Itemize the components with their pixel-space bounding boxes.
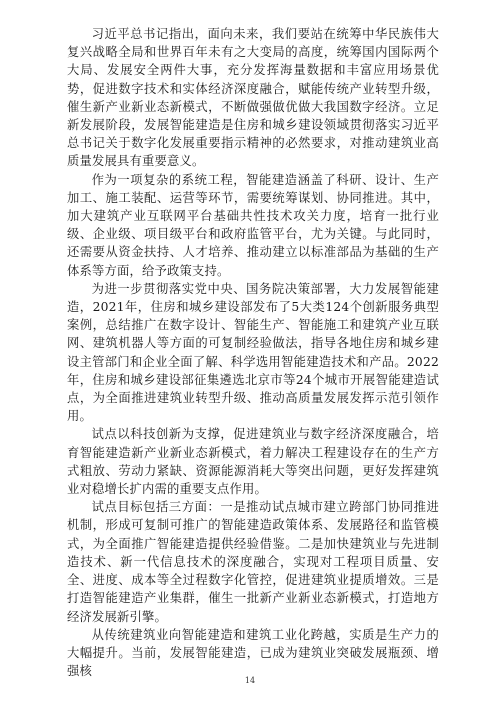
body-text: [67, 25, 439, 680]
paragraph-1: 习近平总书记指出，面向未来，我们要站在统筹中华民族伟大复兴战略全局和世界百年未有之大变局的高度，统筹国内国际两个大局、发展安全两件大事，充分发挥海量数据和丰富应用场景优势，促进数字技术和实体经济深度融合，赋能传统产业转型升级，催生新产业新业态新模式，不断做强做优做大我国数字经济。立足新发展阶段，发展智能建造是住房和城乡建设领域贯彻落实习近平总书记关于数字化发展重要指示精神的必然要求，对推动建筑业高质量发展具有重要意义。: [67, 27, 439, 169]
page-number: 14: [244, 676, 256, 685]
paragraph-6: 从传统建筑业向智能建造和建筑工业化跨越，实质是生产力的大幅提升。当前，发展智能建造，已成为建筑业突破发展瓶颈、增强核: [67, 627, 439, 679]
paragraph-4: 试点以科技创新为支撑，促进建筑业与数字经济深度融合，培育智能建造新产业新业态新模式，着力解决工程建设存在的生产方式粗放、劳动力紧缺、资源能源消耗大等突出问题，更好发挥建筑业对稳增长扩内需的重要支点作用。: [67, 427, 439, 497]
paragraph-5: 试点目标包括三方面：一是推动试点城市建立跨部门协同推进机制，形成可复制可推广的智能建造政策体系、发展路径和监管模式，为全面推广智能建造提供经验借鉴。二是加快建筑业与先进制造技术、新一代信息技术的深度融合，实现对工程项目质量、安全、进度、成本等全过程数字化管控，促进建筑业提质增效。三是打造智能建造产业集群，催生一批新产业新业态新模式，打造地方经济发展新引擎。: [67, 500, 439, 624]
paragraph-3: 为进一步贯彻落实党中央、国务院决策部署，大力发展智能建造，2021年，住房和城乡建设部发布了5大类124个创新服务典型案例，总结推广在数字设计、智能生产、智能施工和建筑产业互联网、建筑机器人等方面的可复制经验做法，指导各地住房和城乡建设主管部门和企业全面了解、科学选用智能建造技术和产品。2022年，住房和城乡建设部征集遴选北京市等24个城市开展智能建造试点，为全面推进建筑业转型升级、推动高质量发展发挥示范引领作用。: [67, 281, 439, 424]
paragraph-2: 作为一项复杂的系统工程，智能建造涵盖了科研、设计、生产加工、施工装配、运营等环节，需要统筹谋划、协同推进。其中，加大建筑产业互联网平台基础共性技术攻关力度，培育一批行业级、企业级、项目级平台和政府监管平台，尤为关键。与此同时，还需要从资金扶持、人才培养、推动建立以标准部品为基础的生产体系等方面，给予政策支持。: [67, 172, 439, 278]
